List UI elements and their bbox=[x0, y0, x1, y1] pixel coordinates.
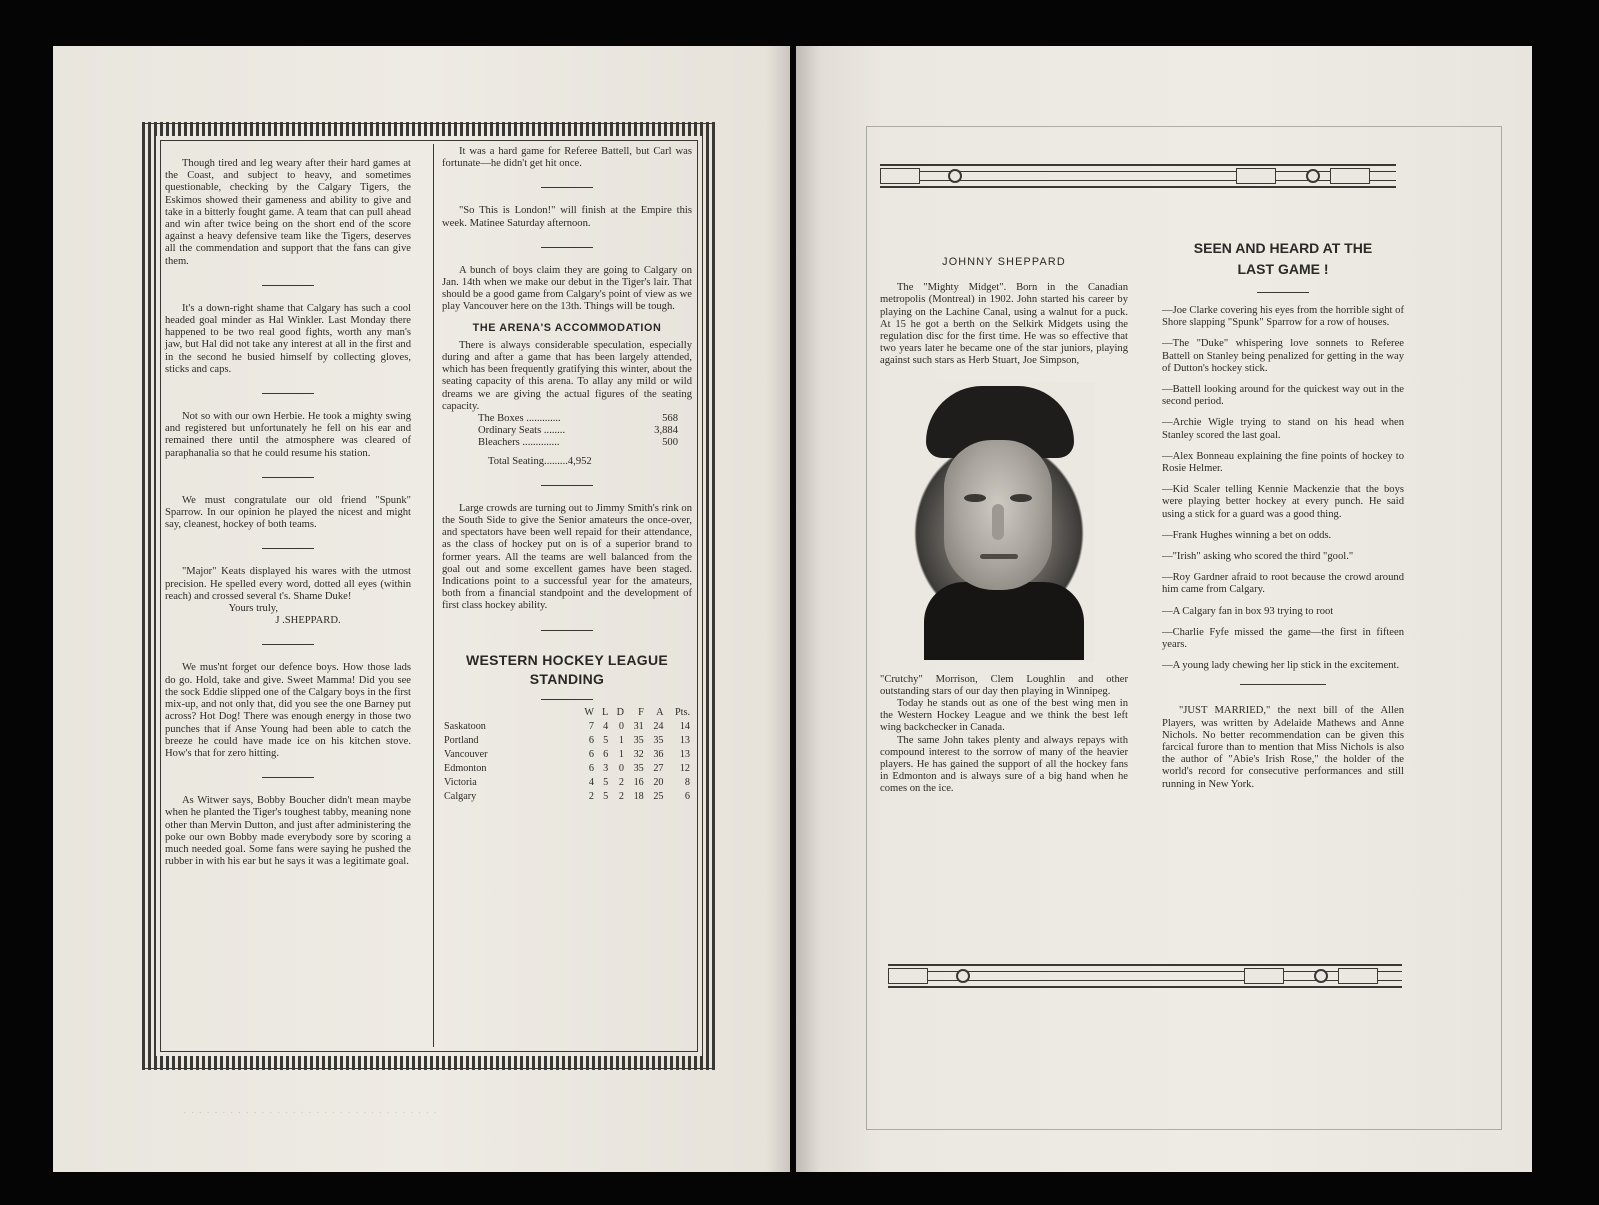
stat-pts: 14 bbox=[679, 720, 690, 732]
defence-paragraph: We mus'nt forget our defence boys. How those lads do go. Hold, take and give. Sweet Mamma! Did you see the sock Eddie slipped one of the Calgary boys in the first mix-up, and not only that, did you see the one Barney put across? Hot Dog! There was enough energy in those two punches that if Anse Young had been able to catch the breeze he could have made ice on his kitchen stove. How's that for zero hitting. bbox=[165, 662, 411, 759]
amateurs-paragraph: Large crowds are turning out to Jimmy Smith's rink on the South Side to give the Senior amateurs the once-over, and spectators have been well repaid for their attendance, as the class of hockey put on is of a superior brand to former years. All the teams are well balanced from the goal out and some excellent games have been staged. Indications point to a successful year for the amateurs, both from a financial standpoint and the development of first class hockey ability. bbox=[442, 502, 692, 612]
spine-shadow bbox=[766, 46, 790, 1172]
seen-heard-item: —Kid Scaler telling Kennie Mackenzie that the boys were playing better hockey at every punch. He said using a stick for a guard was a good thing. bbox=[1162, 484, 1404, 520]
seen-heard-column bbox=[1162, 238, 1404, 791]
stat-d: 1 bbox=[618, 734, 624, 746]
sparrow-paragraph: We must congratulate our old friend "Spunk" Sparrow. In our opinion he played the nicest and might say, cleanest, hockey of both teams. bbox=[165, 494, 411, 531]
profile-title: JOHNNY SHEPPARD bbox=[942, 256, 1066, 268]
stat-a: 27 bbox=[653, 762, 664, 774]
stat-d: 0 bbox=[618, 762, 624, 774]
stat-pts: 8 bbox=[684, 776, 690, 788]
seat-row: Bleachers .............. 500 bbox=[478, 437, 678, 449]
stat-l: 3 bbox=[603, 762, 609, 774]
separator bbox=[541, 630, 593, 631]
right-column bbox=[442, 146, 692, 804]
seat-row: The Boxes ............. 568 bbox=[478, 413, 678, 425]
seen-heard-item: —The "Duke" whispering love sonnets to Referee Battell on Stanley being penalized for getting in the way of Dutton's hockey stick. bbox=[1162, 338, 1404, 374]
bleed-through-text: · · · · · · · · · · · · · · · · · · · · · · · · · · · · · · · · · bbox=[183, 1108, 438, 1119]
stat-f: 35 bbox=[633, 734, 644, 746]
left-page bbox=[53, 46, 790, 1172]
ornamental-rule-bottom bbox=[888, 964, 1402, 988]
team-name: Victoria bbox=[444, 776, 477, 788]
stat-pts: 12 bbox=[679, 762, 690, 774]
standings-row bbox=[442, 790, 692, 804]
seat-total: Total Seating.........4,952 bbox=[488, 455, 592, 467]
stat-a: 35 bbox=[653, 734, 664, 746]
calgary-trip-paragraph: A bunch of boys claim they are going to Calgary on Jan. 14th when we make our debut in the Tiger's lair. That should be a good game from Calgary's point of view as we play Vancouver here on the 13th. Things will be tough. bbox=[442, 264, 692, 313]
standing-subtitle: STANDING bbox=[529, 670, 605, 687]
arena-paragraph: There is always considerable speculation, especially during and after a game that has been largely attended, which has been frequently gratifying this winter, about the seating capacity of this arena. To allay any mild or wild dreams we are giving the actual figures of the seating capacity. bbox=[442, 339, 692, 412]
winkler-paragraph: It's a down-right shame that Calgary has such a cool headed goal minder as Hal Winkler. Last Monday there happened to be two real good fights, worth any man's jaw, but Hal did not take any interest at all in the first and in the second he busied himself by collecting gloves, sticks and caps. bbox=[165, 302, 411, 375]
stat-a: 36 bbox=[653, 748, 664, 760]
stat-l: 4 bbox=[603, 720, 609, 732]
separator bbox=[262, 644, 314, 645]
stat-pts: 13 bbox=[679, 748, 690, 760]
stat-l: 5 bbox=[603, 776, 609, 788]
seen-heard-item: —Battell looking around for the quickest way out in the second period. bbox=[1162, 384, 1404, 408]
seen-heard-subtitle: LAST GAME ! bbox=[1237, 261, 1329, 277]
referee-paragraph: It was a hard game for Referee Battell, but Carl was fortunate—he didn't get hit once. bbox=[442, 146, 692, 170]
ornamental-rule-top bbox=[880, 164, 1396, 188]
profile-paragraph: Today he stands out as one of the best wing men in the Western Hockey League and we think the best left wing backchecker in Canada. bbox=[880, 698, 1128, 734]
seen-heard-list bbox=[1162, 305, 1404, 672]
separator bbox=[1240, 684, 1326, 685]
keats-paragraph: "Major" Keats displayed his wares with the utmost precision. He spelled every word, dotted all eyes (within reach) and crossed several t's. Shame Duke! bbox=[165, 566, 411, 602]
right-page bbox=[796, 46, 1532, 1172]
profile-paragraph: The "Mighty Midget". Born in the Canadian metropolis (Montreal) in 1902. John started his career by playing on the Lachine Canal, using a walnut for a puck. At 15 he got a berth on the Selkirk Midgets using the regulation disc for the first time. He was so effective that two years later he became one of the star juniors, playing against such stars as Herb Stuart, Joe Simpson, bbox=[880, 282, 1128, 367]
profile-column bbox=[880, 256, 1128, 796]
stat-w: 4 bbox=[588, 776, 594, 788]
stat-a: 25 bbox=[653, 790, 664, 802]
stat-w: 7 bbox=[588, 720, 594, 732]
seen-heard-item: —Archie Wigle trying to stand on his head when Stanley scored the last goal. bbox=[1162, 417, 1404, 441]
stat-w: 6 bbox=[588, 748, 594, 760]
stat-l: 6 bbox=[603, 748, 609, 760]
separator bbox=[262, 477, 314, 478]
profile-paragraph: The same John takes plenty and always repays with compound interest to the sorrow of many of the heavier players. He has gained the support of all the hockey fans in Edmonton and is always sure of a big hand when he comes on the ice. bbox=[880, 734, 1128, 795]
stat-pts: 13 bbox=[679, 734, 690, 746]
stat-w: 2 bbox=[588, 790, 594, 802]
spine-shadow bbox=[796, 46, 820, 1172]
stat-l: 5 bbox=[603, 790, 609, 802]
team-name: Saskatoon bbox=[444, 720, 486, 732]
standings-row bbox=[442, 762, 692, 776]
standings-row bbox=[442, 748, 692, 762]
standings-row bbox=[442, 776, 692, 790]
just-married-paragraph: "JUST MARRIED," the next bill of the Allen Players, was written by Adelaide Mathews and Anne Nichols. No better recommendation can be given this farcical furore than to mention that Miss Nichols is also the author of "Abie's Irish Rose," the holder of the world's record for consecutive performances and still running in New York. bbox=[1162, 705, 1404, 790]
separator bbox=[1257, 292, 1309, 293]
boucher-paragraph: As Witwer says, Bobby Boucher didn't mean maybe when he planted the Tiger's toughest tabby, meaning none other than Mervin Dutton, and just after administering the poke our own Bobby made everybody sore by scoring a much needed goal. Some fans were saying he pushed the rubber in with his ear but he says it was a legitimate goal. bbox=[165, 795, 411, 868]
signoff-close: Yours truly, bbox=[228, 603, 279, 615]
signoff-signature: J .SHEPPARD. bbox=[275, 615, 341, 627]
separator bbox=[541, 247, 593, 248]
separator bbox=[541, 699, 593, 700]
herbie-paragraph: Not so with our own Herbie. He took a mighty swing and registered but unfortunately he fell on his ear and remained there until the atmosphere was cleared of paraphanalia so that he could resume his station. bbox=[165, 411, 411, 459]
seen-heard-item: —Alex Bonneau explaining the fine points of hockey to Rosie Helmer. bbox=[1162, 450, 1404, 475]
left-column bbox=[165, 158, 411, 868]
stat-f: 32 bbox=[633, 748, 644, 760]
separator bbox=[541, 485, 593, 486]
seen-heard-item: —Roy Gardner afraid to root because the crowd around him came from Calgary. bbox=[1162, 572, 1404, 596]
seen-heard-item: —"Irish" asking who scored the third "gool." bbox=[1162, 551, 1354, 563]
seen-heard-item: —Charlie Fyfe missed the game—the first in fifteen years. bbox=[1162, 626, 1404, 651]
team-name: Edmonton bbox=[444, 762, 487, 774]
stat-d: 1 bbox=[618, 748, 624, 760]
separator bbox=[262, 777, 314, 778]
separator bbox=[262, 285, 314, 286]
team-name: Vancouver bbox=[444, 748, 488, 760]
seen-heard-title: SEEN AND HEARD AT THE bbox=[1193, 240, 1373, 256]
seen-heard-item: —A Calgary fan in box 93 trying to root bbox=[1162, 605, 1334, 617]
stat-f: 31 bbox=[633, 720, 644, 732]
seat-row: Ordinary Seats ........ 3,884 bbox=[478, 425, 678, 437]
stat-w: 6 bbox=[588, 734, 594, 746]
stat-l: 5 bbox=[603, 734, 609, 746]
stat-d: 2 bbox=[618, 790, 624, 802]
standings-header: W L D F A Pts. bbox=[584, 706, 690, 718]
standing-title: WESTERN HOCKEY LEAGUE bbox=[465, 651, 669, 668]
eskimos-paragraph: Though tired and leg weary after their hard games at the Coast, and subject to heavy, and sometimes questionable, checking by the Calgary Tigers, the Eskimos showed their gameness and ability to give and take in a bitterly fought game. A team that can pull ahead and win after twice being on the short end of the score against a heavy defensive team like the Tigers, deserves all the commendation and support that the fans can give them. bbox=[165, 158, 411, 267]
separator bbox=[262, 393, 314, 394]
seen-heard-item: —A young lady chewing her lip stick in the excitement. bbox=[1162, 660, 1400, 672]
london-paragraph: "So This is London!" will finish at the Empire this week. Matinee Saturday afternoon. bbox=[442, 205, 692, 229]
stat-w: 6 bbox=[588, 762, 594, 774]
standings-row bbox=[442, 734, 692, 748]
stat-f: 18 bbox=[633, 790, 644, 802]
stat-f: 16 bbox=[633, 776, 644, 788]
stat-d: 0 bbox=[618, 720, 624, 732]
team-name: Calgary bbox=[444, 790, 477, 802]
stat-d: 2 bbox=[618, 776, 624, 788]
stat-a: 24 bbox=[653, 720, 664, 732]
standings-table bbox=[442, 706, 692, 804]
team-name: Portland bbox=[444, 734, 479, 746]
stat-pts: 6 bbox=[684, 790, 690, 802]
player-portrait bbox=[904, 382, 1094, 662]
seen-heard-item: —Frank Hughes winning a bet on odds. bbox=[1162, 529, 1332, 541]
separator bbox=[262, 548, 314, 549]
stat-f: 35 bbox=[633, 762, 644, 774]
profile-paragraph: "Crutchy" Morrison, Clem Loughlin and other outstanding stars of our day then playing in Winnipeg. bbox=[880, 673, 1128, 697]
standings-row bbox=[442, 720, 692, 734]
separator bbox=[541, 187, 593, 188]
seen-heard-item: —Joe Clarke covering his eyes from the horrible sight of Shore slapping "Spunk" Sparrow for a row of houses. bbox=[1162, 305, 1404, 329]
column-divider bbox=[433, 144, 434, 1047]
stat-a: 20 bbox=[653, 776, 664, 788]
arena-heading: THE ARENA'S ACCOMMODATION bbox=[472, 321, 662, 334]
